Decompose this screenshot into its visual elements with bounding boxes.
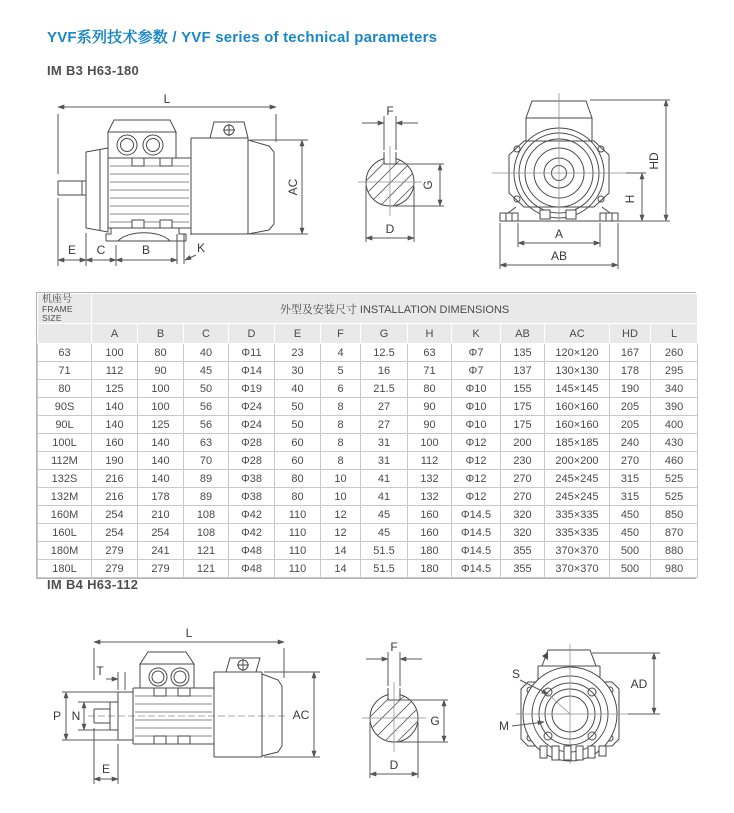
dimension-cell: 190 — [92, 452, 138, 470]
dim-label-D: D — [389, 758, 399, 772]
dimension-cell: 4 — [321, 344, 361, 362]
dimension-cell: 5 — [321, 362, 361, 380]
dimension-cell: 335×335 — [545, 524, 610, 542]
dimension-cell: Φ7 — [452, 362, 501, 380]
dimension-cell: 850 — [651, 506, 698, 524]
frame-size-cell: 132M — [38, 488, 92, 506]
dimension-cell: 390 — [651, 398, 698, 416]
dimension-cell: Φ24 — [229, 398, 275, 416]
dimension-cell: 16 — [361, 362, 408, 380]
frame-size-cell: 71 — [38, 362, 92, 380]
dimension-cell: 190 — [610, 380, 651, 398]
dimension-cell: 160×160 — [545, 416, 610, 434]
dimension-cell: 216 — [92, 470, 138, 488]
dimension-cell: 355 — [501, 542, 545, 560]
dim-label-AB: AB — [550, 249, 568, 263]
dimension-cell: 8 — [321, 416, 361, 434]
dimension-cell: 340 — [651, 380, 698, 398]
dimension-cell: 178 — [610, 362, 651, 380]
col-header-G: G — [361, 324, 408, 344]
b4-motor-outline — [88, 652, 288, 757]
dim-label-AD: AD — [630, 677, 648, 691]
dimension-cell: Φ24 — [229, 416, 275, 434]
dimension-cell: 200×200 — [545, 452, 610, 470]
dimension-cell: 80 — [408, 380, 452, 398]
col-header-F: F — [321, 324, 361, 344]
dimension-cell: 180 — [408, 542, 452, 560]
col-header-HD: HD — [610, 324, 651, 344]
dimension-cell: 63 — [408, 344, 452, 362]
b3-front-outline — [492, 93, 626, 221]
frame-size-cell: 90S — [38, 398, 92, 416]
dimension-cell: 108 — [184, 524, 229, 542]
dimension-cell: 70 — [184, 452, 229, 470]
frame-size-en: FRAME SIZE — [42, 304, 73, 323]
table-row — [38, 524, 698, 542]
page-title: YVF系列技术参数 / YVF series of technical parameters — [47, 29, 438, 46]
dim-label-AC: AC — [292, 708, 310, 722]
dimension-cell: 80 — [275, 488, 321, 506]
dimension-cell: Φ12 — [452, 470, 501, 488]
dim-label-B: B — [141, 243, 151, 257]
dimension-cell: 130×130 — [545, 362, 610, 380]
col-header-D: D — [229, 324, 275, 344]
dimension-cell: 31 — [361, 434, 408, 452]
dimension-cell: 71 — [408, 362, 452, 380]
col-header-H: H — [408, 324, 452, 344]
dimension-cell: 89 — [184, 470, 229, 488]
dimension-cell: Φ7 — [452, 344, 501, 362]
b4-side-view-drawing — [36, 622, 336, 813]
dimension-cell: 135 — [501, 344, 545, 362]
dimension-cell: 100 — [92, 344, 138, 362]
dimension-cell: 31 — [361, 452, 408, 470]
dimension-cell: Φ11 — [229, 344, 275, 362]
installation-dimensions-table — [36, 292, 696, 579]
dimension-cell: 8 — [321, 452, 361, 470]
dimension-cell: 63 — [184, 434, 229, 452]
section-heading-b3: IM B3 H63-180 — [47, 63, 140, 78]
table-row — [38, 452, 698, 470]
b3-side-dimensions — [58, 92, 308, 266]
dimension-cell: 980 — [651, 560, 698, 578]
dimension-cell: Φ12 — [452, 434, 501, 452]
frame-size-cell: 90L — [38, 416, 92, 434]
dimension-cell: 110 — [275, 542, 321, 560]
dimension-cell: 100 — [408, 434, 452, 452]
col-header-C: C — [184, 324, 229, 344]
table-row — [38, 506, 698, 524]
dimension-cell: 125 — [138, 416, 184, 434]
dimension-cell: 100 — [138, 398, 184, 416]
dimension-cell: 45 — [184, 362, 229, 380]
frame-size-header — [38, 294, 92, 324]
dimension-cell: 160 — [408, 506, 452, 524]
frame-size-cell: 80 — [38, 380, 92, 398]
dimension-cell: Φ10 — [452, 380, 501, 398]
dim-label-N: N — [71, 709, 81, 723]
dimension-cell: 112 — [408, 452, 452, 470]
dim-label-G: G — [430, 714, 440, 728]
frame-size-cell: 100L — [38, 434, 92, 452]
dimension-cell: 8 — [321, 398, 361, 416]
dimension-cell: 240 — [610, 434, 651, 452]
dimension-cell: 108 — [184, 506, 229, 524]
dimension-cell: 279 — [138, 560, 184, 578]
dimension-cell: 41 — [361, 488, 408, 506]
dim-label-E: E — [67, 243, 77, 257]
dim-label-HD: HD — [647, 152, 661, 170]
col-header-L: L — [651, 324, 698, 344]
frame-size-cell: 180M — [38, 542, 92, 560]
dimension-cell: 6 — [321, 380, 361, 398]
dimension-cell: Φ48 — [229, 560, 275, 578]
dimension-cell: 245×245 — [545, 488, 610, 506]
dimension-cell: 12 — [321, 524, 361, 542]
dimension-cell: 145×145 — [545, 380, 610, 398]
dimension-cell: Φ12 — [452, 452, 501, 470]
frame-size-cell: 160M — [38, 506, 92, 524]
table-row — [38, 380, 698, 398]
dimension-cell: 132 — [408, 488, 452, 506]
dimension-cell: 210 — [138, 506, 184, 524]
dimension-cell: 880 — [651, 542, 698, 560]
dimension-cell: 315 — [610, 488, 651, 506]
dimension-cell: 370×370 — [545, 560, 610, 578]
dimension-cell: 12 — [321, 506, 361, 524]
dimension-cell: 137 — [501, 362, 545, 380]
dimension-cell: 90 — [408, 416, 452, 434]
dimension-cell: 8 — [321, 434, 361, 452]
dimension-cell: 125 — [92, 380, 138, 398]
dimension-cell: 160 — [92, 434, 138, 452]
dimension-cell: 90 — [408, 398, 452, 416]
table-row — [38, 470, 698, 488]
dimension-cell: 51.5 — [361, 560, 408, 578]
dimension-cell: 335×335 — [545, 506, 610, 524]
dim-label-E: E — [101, 762, 111, 776]
dimension-cell: 121 — [184, 542, 229, 560]
col-header-E: E — [275, 324, 321, 344]
dimension-cell: 10 — [321, 470, 361, 488]
dimension-cell: 254 — [92, 506, 138, 524]
dimension-cell: 40 — [275, 380, 321, 398]
b3-side-view-drawing — [36, 88, 336, 283]
dimension-cell: 89 — [184, 488, 229, 506]
dimension-cell: 27 — [361, 398, 408, 416]
dimension-cell: 230 — [501, 452, 545, 470]
dimension-cell: 205 — [610, 416, 651, 434]
dim-label-H: H — [623, 194, 637, 204]
dimension-cell: 430 — [651, 434, 698, 452]
dimension-cell: 10 — [321, 488, 361, 506]
dimension-cell: 450 — [610, 506, 651, 524]
dimension-cell: 140 — [92, 398, 138, 416]
dimension-cell: 270 — [501, 488, 545, 506]
dimension-cell: 160 — [408, 524, 452, 542]
dimension-cell: Φ14.5 — [452, 542, 501, 560]
dimension-cell: 121 — [184, 560, 229, 578]
b3-front-view-drawing — [482, 85, 717, 290]
section-heading-b4: IM B4 H63-112 — [47, 577, 139, 592]
dimension-cell: Φ14 — [229, 362, 275, 380]
table-row — [38, 398, 698, 416]
dim-label-F: F — [386, 104, 394, 118]
dimension-cell: 870 — [651, 524, 698, 542]
dimension-cell: Φ38 — [229, 470, 275, 488]
dimension-cell: 500 — [610, 560, 651, 578]
dimension-cell: 50 — [275, 416, 321, 434]
table-row — [38, 560, 698, 578]
dimension-cell: Φ48 — [229, 542, 275, 560]
dimension-cell: 245×245 — [545, 470, 610, 488]
dimension-cell: 50 — [275, 398, 321, 416]
dimension-cell: Φ14.5 — [452, 560, 501, 578]
table-row — [38, 344, 698, 362]
dimension-cell: 60 — [275, 434, 321, 452]
table-body — [38, 344, 698, 578]
col-header-B: B — [138, 324, 184, 344]
dimension-cell: 110 — [275, 560, 321, 578]
b4-front-view-drawing — [478, 620, 734, 813]
dimension-cell: 400 — [651, 416, 698, 434]
dimension-cell: 180 — [408, 560, 452, 578]
table-row — [38, 488, 698, 506]
dimension-cell: 14 — [321, 542, 361, 560]
b3-motor-outline — [58, 120, 274, 241]
frame-size-blank-header — [38, 324, 92, 344]
dimensions-header: 外型及安装尺寸 INSTALLATION DIMENSIONS — [92, 294, 698, 324]
table-row — [38, 362, 698, 380]
dimension-cell: 500 — [610, 542, 651, 560]
dim-label-L: L — [185, 626, 193, 640]
dimension-cell: 56 — [184, 398, 229, 416]
dimension-cell: 132 — [408, 470, 452, 488]
dim-label-K: K — [196, 241, 206, 255]
dimension-cell: 216 — [92, 488, 138, 506]
frame-size-zh: 机座号 — [42, 294, 72, 305]
dimension-cell: 21.5 — [361, 380, 408, 398]
dimension-cell: 23 — [275, 344, 321, 362]
dimension-cell: 50 — [184, 380, 229, 398]
dimension-cell: 270 — [610, 452, 651, 470]
table-row — [38, 542, 698, 560]
dimension-cell: Φ10 — [452, 416, 501, 434]
dim-label-T: T — [96, 664, 104, 678]
dimension-cell: 12.5 — [361, 344, 408, 362]
dimension-cell: 450 — [610, 524, 651, 542]
dim-label-M: M — [499, 719, 509, 733]
dim-label-C: C — [96, 243, 106, 257]
dimension-cell: 51.5 — [361, 542, 408, 560]
dimension-cell: 100 — [138, 380, 184, 398]
dimension-cell: 320 — [501, 506, 545, 524]
dimension-cell: 254 — [92, 524, 138, 542]
dimension-cell: 525 — [651, 470, 698, 488]
col-header-A: A — [92, 324, 138, 344]
b4-side-dimensions — [53, 626, 320, 784]
dimension-cell: 41 — [361, 470, 408, 488]
dimension-cell: 90 — [138, 362, 184, 380]
dimension-cell: 112 — [92, 362, 138, 380]
table-row — [38, 416, 698, 434]
b4-shaft-section-drawing — [348, 628, 478, 811]
dimension-cell: 140 — [138, 452, 184, 470]
dimension-cell: 27 — [361, 416, 408, 434]
dimension-cell: 80 — [138, 344, 184, 362]
dimension-cell: 370×370 — [545, 542, 610, 560]
dimension-cell: 270 — [501, 470, 545, 488]
dimension-cell: 155 — [501, 380, 545, 398]
dimension-cell: Φ42 — [229, 524, 275, 542]
b3-shaft-section-drawing — [340, 90, 480, 280]
frame-size-cell: 132S — [38, 470, 92, 488]
table-col-headers — [38, 324, 698, 344]
dimension-cell: 40 — [184, 344, 229, 362]
dimension-cell: Φ12 — [452, 488, 501, 506]
dimension-cell: 279 — [92, 542, 138, 560]
dimension-cell: 175 — [501, 398, 545, 416]
dimension-cell: 200 — [501, 434, 545, 452]
dim-label-S: S — [511, 667, 521, 681]
dimension-cell: 178 — [138, 488, 184, 506]
dimension-cell: 45 — [361, 506, 408, 524]
dimension-cell: 175 — [501, 416, 545, 434]
dimension-cell: 45 — [361, 524, 408, 542]
dimension-cell: Φ28 — [229, 434, 275, 452]
frame-size-cell: 63 — [38, 344, 92, 362]
dimension-cell: Φ14.5 — [452, 524, 501, 542]
dim-label-D: D — [385, 222, 395, 236]
dimension-cell: 14 — [321, 560, 361, 578]
dimension-cell: Φ28 — [229, 452, 275, 470]
dimension-cell: 110 — [275, 506, 321, 524]
dimension-cell: Φ42 — [229, 506, 275, 524]
dimension-cell: Φ14.5 — [452, 506, 501, 524]
dimension-cell: 160×160 — [545, 398, 610, 416]
frame-size-cell: 160L — [38, 524, 92, 542]
dimension-cell: 120×120 — [545, 344, 610, 362]
dimension-cell: 167 — [610, 344, 651, 362]
dim-label-F: F — [390, 640, 398, 654]
dimension-cell: 30 — [275, 362, 321, 380]
dimension-cell: Φ38 — [229, 488, 275, 506]
dimension-cell: 56 — [184, 416, 229, 434]
dimension-cell: 355 — [501, 560, 545, 578]
col-header-K: K — [452, 324, 501, 344]
dimension-cell: 140 — [138, 470, 184, 488]
dimension-cell: 140 — [138, 434, 184, 452]
dim-label-AC: AC — [286, 178, 300, 196]
b4-front-outline — [516, 644, 628, 764]
dimension-cell: 260 — [651, 344, 698, 362]
dimension-cell: 60 — [275, 452, 321, 470]
frame-size-cell: 112M — [38, 452, 92, 470]
dimension-cell: 80 — [275, 470, 321, 488]
col-header-AC: AC — [545, 324, 610, 344]
dimension-cell: 525 — [651, 488, 698, 506]
dimension-cell: Φ10 — [452, 398, 501, 416]
dimension-cell: 140 — [92, 416, 138, 434]
col-header-AB: AB — [501, 324, 545, 344]
dim-label-A: A — [554, 227, 564, 241]
dimension-cell: 460 — [651, 452, 698, 470]
dimension-cell: 185×185 — [545, 434, 610, 452]
frame-size-cell: 180L — [38, 560, 92, 578]
dimension-cell: 279 — [92, 560, 138, 578]
dimension-cell: 110 — [275, 524, 321, 542]
table-row — [38, 434, 698, 452]
dimension-cell: Φ19 — [229, 380, 275, 398]
dimension-cell: 241 — [138, 542, 184, 560]
dimension-cell: 205 — [610, 398, 651, 416]
dimension-cell: 254 — [138, 524, 184, 542]
dim-label-G: G — [421, 180, 435, 190]
dimension-cell: 295 — [651, 362, 698, 380]
dim-label-L: L — [163, 92, 171, 106]
dimension-cell: 320 — [501, 524, 545, 542]
dim-label-P: P — [52, 709, 62, 723]
dimension-cell: 315 — [610, 470, 651, 488]
